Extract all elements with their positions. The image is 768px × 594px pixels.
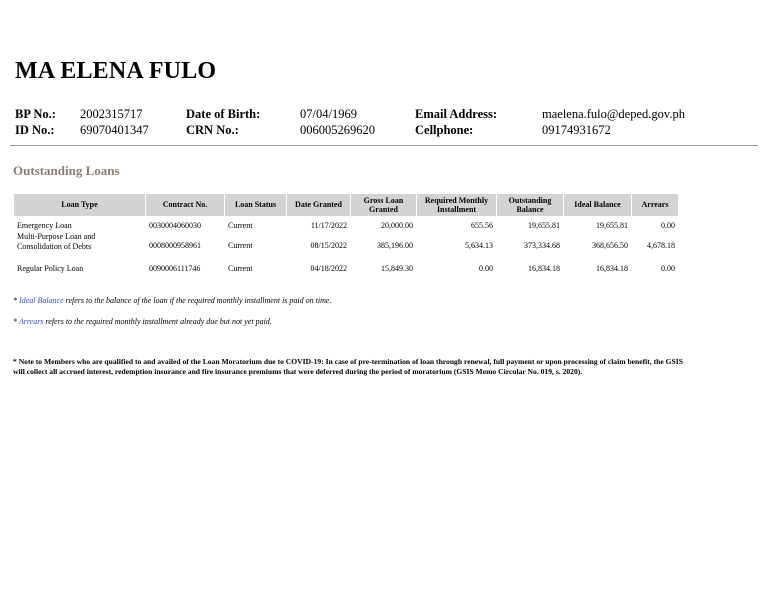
cell-gross-loan: 15,849.30 — [381, 264, 413, 274]
arrears-note — [13, 317, 272, 326]
cell-monthly-installment: 0.00 — [479, 264, 493, 274]
ideal-balance-note — [13, 296, 331, 305]
member-birth-crn — [186, 106, 375, 138]
col-loan-type: Loan Type — [14, 194, 145, 216]
dob-label: Date of Birth: — [186, 107, 261, 121]
cell-ideal-balance: 16,834.18 — [596, 264, 628, 274]
cell-loan-type: Multi-Purpose Loan and Consolidation of Debts — [17, 232, 96, 251]
cell-date-granted: 11/17/2022 — [310, 221, 347, 230]
cell-ideal-balance: 368,656.50 — [592, 240, 628, 250]
crn-label: CRN No.: — [186, 123, 239, 137]
cell-ideal-balance: 19,655.81 — [596, 221, 628, 230]
cell-outstanding-balance: 16,834.18 — [528, 264, 560, 274]
arrears-keyword: Arrears — [18, 317, 44, 326]
col-ideal-balance: Ideal Balance — [564, 194, 631, 216]
ideal-balance-text: refers to the balance of the loan if the required monthly installment is paid on time. — [65, 296, 332, 305]
cellphone-value: 09174931672 — [542, 123, 611, 137]
note-star: * — [13, 296, 17, 305]
cell-gross-loan: 385,196.00 — [377, 240, 413, 250]
cell-date-granted: 08/15/2022 — [310, 240, 347, 250]
cell-monthly-installment: 5,634.13 — [465, 240, 493, 250]
col-gross-loan: Gross Loan Granted — [351, 194, 416, 216]
cell-contract-no: 0008000958961 — [149, 240, 201, 250]
col-arrears: Arrears — [632, 194, 678, 216]
table-row — [14, 216, 678, 232]
id-value: 69070401347 — [80, 123, 149, 137]
cell-arrears: 0.00 — [661, 264, 675, 274]
cell-contract-no: 0090006111746 — [149, 264, 201, 274]
cell-outstanding-balance: 373,334.68 — [524, 240, 560, 250]
cell-contract-no: 0030004060030 — [149, 221, 201, 230]
member-ids — [15, 106, 149, 138]
dob-value: 07/04/1969 — [300, 107, 357, 121]
id-label: ID No.: — [15, 123, 55, 137]
table-header-row — [14, 194, 678, 216]
table-row — [14, 259, 678, 279]
header-divider — [10, 145, 758, 146]
cell-loan-status: Current — [228, 240, 253, 250]
cell-gross-loan: 20,000.00 — [381, 221, 413, 230]
col-monthly-installment: Required Monthly Installment — [417, 194, 496, 216]
col-loan-status: Loan Status — [225, 194, 286, 216]
col-contract-no: Contract No. — [146, 194, 224, 216]
cell-loan-type: Emergency Loan — [17, 221, 72, 230]
loans-table — [13, 194, 679, 279]
crn-value: 006005269620 — [300, 123, 375, 137]
note-star: * — [13, 317, 17, 326]
cell-loan-status: Current — [228, 221, 253, 230]
member-contact — [415, 106, 685, 138]
cellphone-label: Cellphone: — [415, 123, 474, 137]
cell-date-granted: 04/18/2022 — [310, 264, 347, 274]
bp-label: BP No.: — [15, 107, 56, 121]
cell-outstanding-balance: 19,655.81 — [528, 221, 560, 230]
col-date-granted: Date Granted — [287, 194, 350, 216]
email-label: Email Address: — [415, 107, 498, 121]
table-row — [14, 232, 678, 259]
bp-value: 2002315717 — [80, 107, 143, 121]
email-value: maelena.fulo@deped.gov.ph — [542, 107, 685, 121]
member-name: MA ELENA FULO — [15, 58, 217, 84]
covid-moratorium-note: * Note to Members who are qualified to and availed of the Loan Moratorium due to COVID-19: In case of pre-termination of loan through renewal, full payment or upon processing of claim benefit, the GSIS will collect all accrued interest, redemption insurance and fire insurance premiums that were deferred during the period of moratorium (GSIS Memo Circular No. 019, s. 2020). — [13, 357, 683, 376]
section-title: Outstanding Loans — [13, 163, 120, 178]
cell-arrears: 4,678.18 — [647, 240, 675, 250]
cell-arrears: 0.00 — [661, 221, 675, 230]
cell-loan-status: Current — [228, 264, 253, 274]
arrears-text: refers to the required monthly installment already due but not yet paid. — [45, 317, 272, 326]
ideal-balance-keyword: Ideal Balance — [19, 296, 64, 305]
cell-loan-type: Regular Policy Loan — [17, 264, 84, 274]
col-outstanding-balance: Outstanding Balance — [497, 194, 563, 216]
cell-monthly-installment: 655.56 — [471, 221, 493, 230]
